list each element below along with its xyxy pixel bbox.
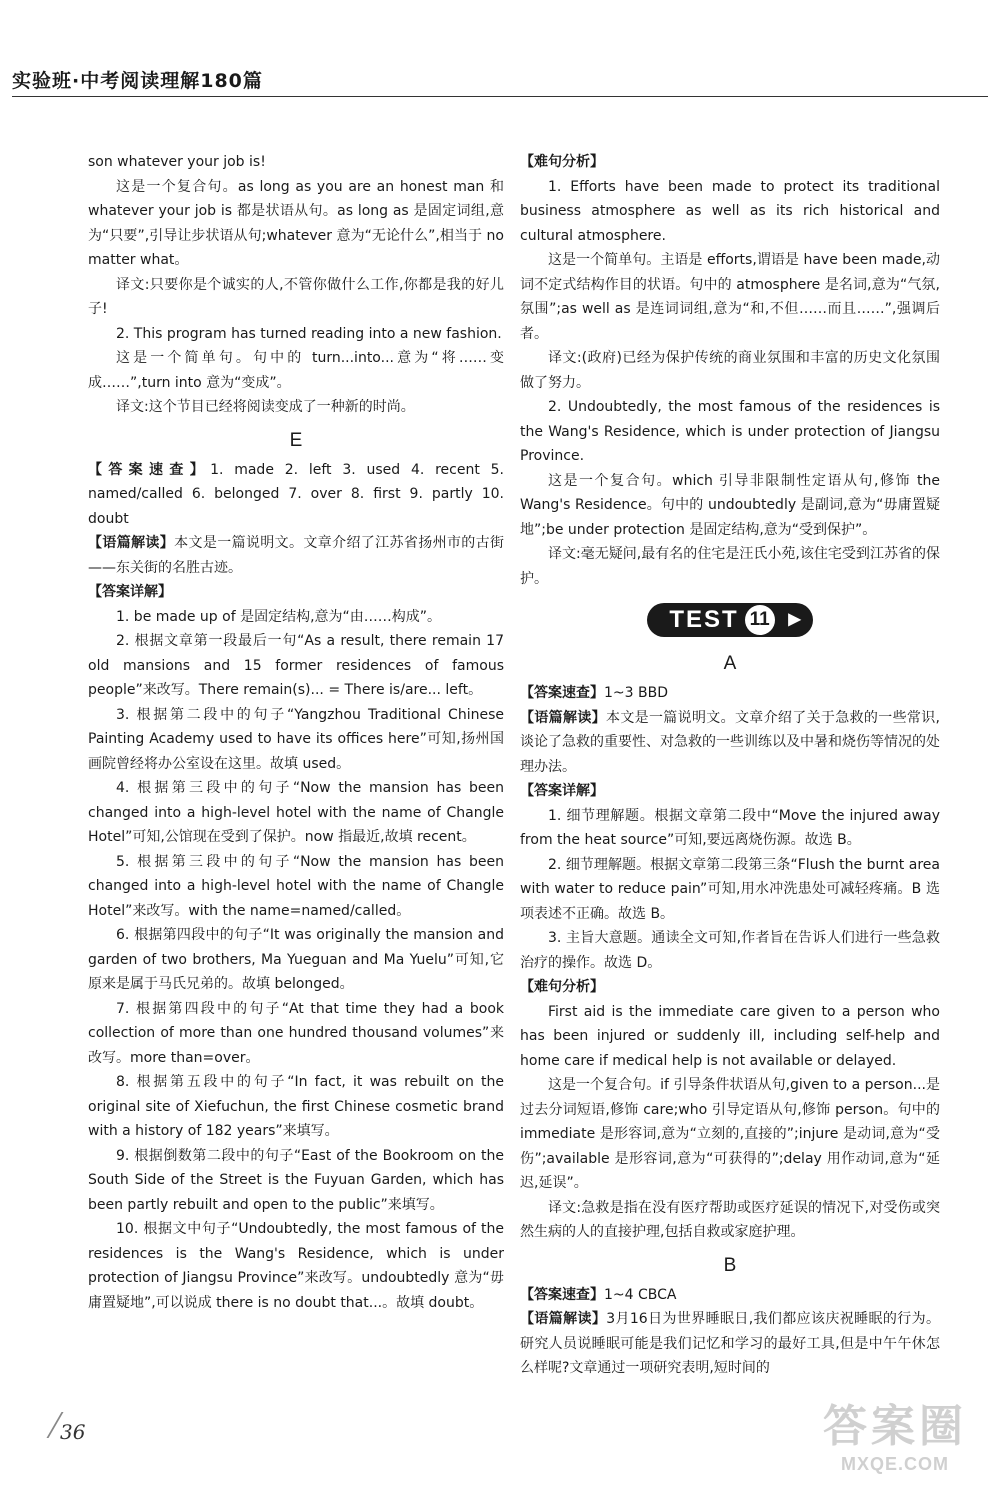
answer-detail-item: 1. be made up of 是固定结构,意为“由……构成”。 [116,608,442,625]
paragraph: 译文:毫无疑问,最有名的住宅是汪氏小苑,该住宅受到江苏省的保护。 [520,546,940,587]
paragraph: 译文:(政府)已经为保护传统的商业氛围和丰富的历史文化氛围做了努力。 [520,350,940,391]
answer-detail-item: 6. 根据第四段中的句子“It was originally the mansion and garden of two brothers, Ma Yueguan and Ma Yuelu”可知,它原来是属于马氏兄弟的。故填 belonged。 [88,927,504,992]
watermark-url: MXQE.COM [840,1454,949,1474]
answer-detail-item: 8. 根据第五段中的句子“In fact, it was rebuilt on the original site of Xiefuchun, the first Chinese cosmetic brand with a history of 182 years”来填写。 [88,1074,504,1139]
answer-key-text: 1~4 CBCA [604,1286,677,1303]
answer-detail-item: 7. 根据第四段中的句子“At that time they had a book collection of more than one hundred thousand volumes”来改写。more than=over。 [88,1000,504,1066]
paragraph: 2. Undoubtedly, the most famous of the residences is the Wang's Residence, which is under protection of Jiangsu Province. [520,399,940,464]
watermark-logo: 答案圈 [823,1402,967,1451]
paragraph: 1. Efforts have been made to protect its traditional business atmosphere as well as its rich historical and cultural atmosphere. [520,178,940,244]
answer-detail-item: 5. 根据第三段中的句子“Now the mansion has been changed into a high-level hotel with the name of Changle Hotel”来改写。with the name=named/called。 [88,853,504,919]
passage-analysis [88,531,504,580]
left-column [88,150,504,1315]
answer-detail-item: 4. 根据第三段中的句子“Now the mansion has been changed into a high-level hotel with the name of Changle Hotel”可知,公馆现在受到了保护。now 指最近,故填 recent。 [88,780,504,845]
paragraph: 译文:只要你是个诚实的人,不管你做什么工作,你都是我的好儿子! [88,276,504,317]
watermark [800,1400,990,1490]
page-number: 36 [60,1420,86,1444]
page-header [0,66,1000,102]
paragraph: 2. This program has turned reading into a new fashion. [116,325,502,342]
passage-analysis-text: 本文是一篇说明文。文章介绍了江苏省扬州市的古街——东关街的名胜古迹。 [88,535,505,576]
book-title: 实验班·中考阅读理解180篇 [12,70,263,92]
test-badge [647,603,812,637]
answer-key-label: 【答案速查】 [520,685,604,701]
answer-key [88,458,504,532]
right-column [520,150,940,1381]
difficult-sentence-label: 【难句分析】 [520,979,604,995]
test-number: 11 [745,605,775,635]
answer-detail-label: 【答案详解】 [88,584,172,600]
answer-detail-item: 3. 主旨大意题。通读全文可知,作者旨在告诉人们进行一些急救治疗的操作。故选 D。 [520,930,940,971]
paragraph: 这是一个复合句。if 引导条件状语从句,given to a person...是过去分词短语,修饰 care;who 引导定语从句,修饰 person。句中的 immediate 是形容词,意为“立刻的,直接的”;injure 是动词,意为“受伤”;available 是形容词,意为“可获得的”;delay 用作动词,意为“延迟,延误”。 [520,1077,940,1191]
answer-detail-item: 9. 根据倒数第二段中的句子“East of the Bookroom on the South Side of the Street is the Fuyuan Garden, which has been partly rebuilt and open to the public”来填写。 [88,1147,504,1213]
paragraph: 这是一个简单句。主语是 efforts,谓语是 have been made,动词不定式结构作目的状语。句中的 atmosphere 是名词,意为“气氛,氛围”;as well as 是连词词组,意为“和,不但……而且……”,强调后者。 [520,252,940,342]
passage-analysis-label: 【语篇解读】 [520,1311,607,1327]
section-heading-e: E [289,429,303,451]
difficult-sentence-label: 【难句分析】 [520,154,604,170]
paragraph: 译文:急救是指在没有医疗帮助或医疗延误的情况下,对受伤或突然生病的人的直接护理,包括自救或家庭护理。 [520,1199,940,1240]
paragraph: 译文:这个节目已经将阅读变成了一种新的时尚。 [116,399,415,415]
passage-analysis-text: 3月16日为世界睡眠日,我们都应该庆祝睡眠的行为。研究人员说睡眠可能是我们记忆和学习的最好工具,但是中午午休怎么样呢?文章通过一项研究表明,短时间的 [520,1311,941,1376]
passage-analysis-text: 本文是一篇说明文。文章介绍了关于急救的一些常识,谈论了急救的重要性、对急救的一些训练以及中暑和烧伤等情况的处理办法。 [520,709,941,775]
paragraph: 这是一个复合句。which 引导非限制性定语从句,修饰 the Wang's Residence。句中的 undoubtedly 是副词,意为“毋庸置疑地”;be under protection 是固定结构,意为“受到保护”。 [520,472,940,538]
passage-analysis-label: 【语篇解读】 [520,709,606,726]
paragraph: 这是一个复合句。as long as you are an honest man 和 whatever your job is 都是状语从句。as long as 是固定词组,意为“只要”,引导让步状语从句;whatever 意为“无论什么”,相当于 no matter what。 [88,178,504,268]
answer-key-label: 【答案速查】 [520,1286,604,1303]
test-banner [520,603,940,643]
test-word: TEST [669,606,739,633]
answer-detail-item: 3. 根据第二段中的句子“Yangzhou Traditional Chinese Painting Academy used to have its offices here”可知,扬州国画院曾经将办公室设在这里。故填 used。 [88,706,504,772]
answer-key-text: 1. made 2. left 3. used 4. recent 5. named/called 6. belonged 7. over 8. first 9. partly 10. doubt [88,461,504,527]
passage-analysis-label: 【语篇解读】 [88,535,175,551]
paragraph: son whatever your job is! [88,154,266,170]
section-heading-b: B [723,1254,737,1276]
passage-analysis [520,706,940,780]
paragraph: 这是一个简单句。句中的 turn...into...意为“将……变成……”,turn into 意为“变成”。 [88,350,504,391]
answer-key-label: 【答案速查】 [88,461,211,478]
answer-key-text: 1~3 BBD [604,685,668,701]
section-heading-a: A [723,653,737,674]
answer-detail-item: 2. 细节理解题。根据文章第二段第三条“Flush the burnt area with water to reduce pain”可知,用水冲洗患处可减轻疼痛。B 选项表述不正确。故选 B。 [520,856,940,922]
answer-detail-item: 1. 细节理解题。根据文章第二段中“Move the injured away from the heat source”可知,要远离烧伤源。故选 B。 [520,807,940,848]
answer-key [520,681,940,706]
paragraph: First aid is the immediate care given to a person who has been injured or suddenly ill, including self-help and home care if medical help is not available or delayed. [520,1003,940,1069]
passage-analysis [520,1307,940,1381]
answer-detail-label: 【答案详解】 [520,783,604,799]
answer-detail-item: 10. 根据文中句子“Undoubtedly, the most famous of the residences is the Wang's Residence, which is under protection of Jiangsu Province”来改写。undoubtedly 意为“毋庸置疑地”,可以说成 there is no doubt that...。故填 doubt。 [88,1221,504,1311]
header-rule [12,96,988,97]
answer-detail-item: 2. 根据文章第一段最后一句“As a result, there remain 17 old mansions and 15 former residences of famous people”来改写。There remain(s)... = There is/are... left。 [88,633,504,698]
answer-key [520,1283,940,1308]
arrow-right-icon: ▶ [788,611,803,628]
